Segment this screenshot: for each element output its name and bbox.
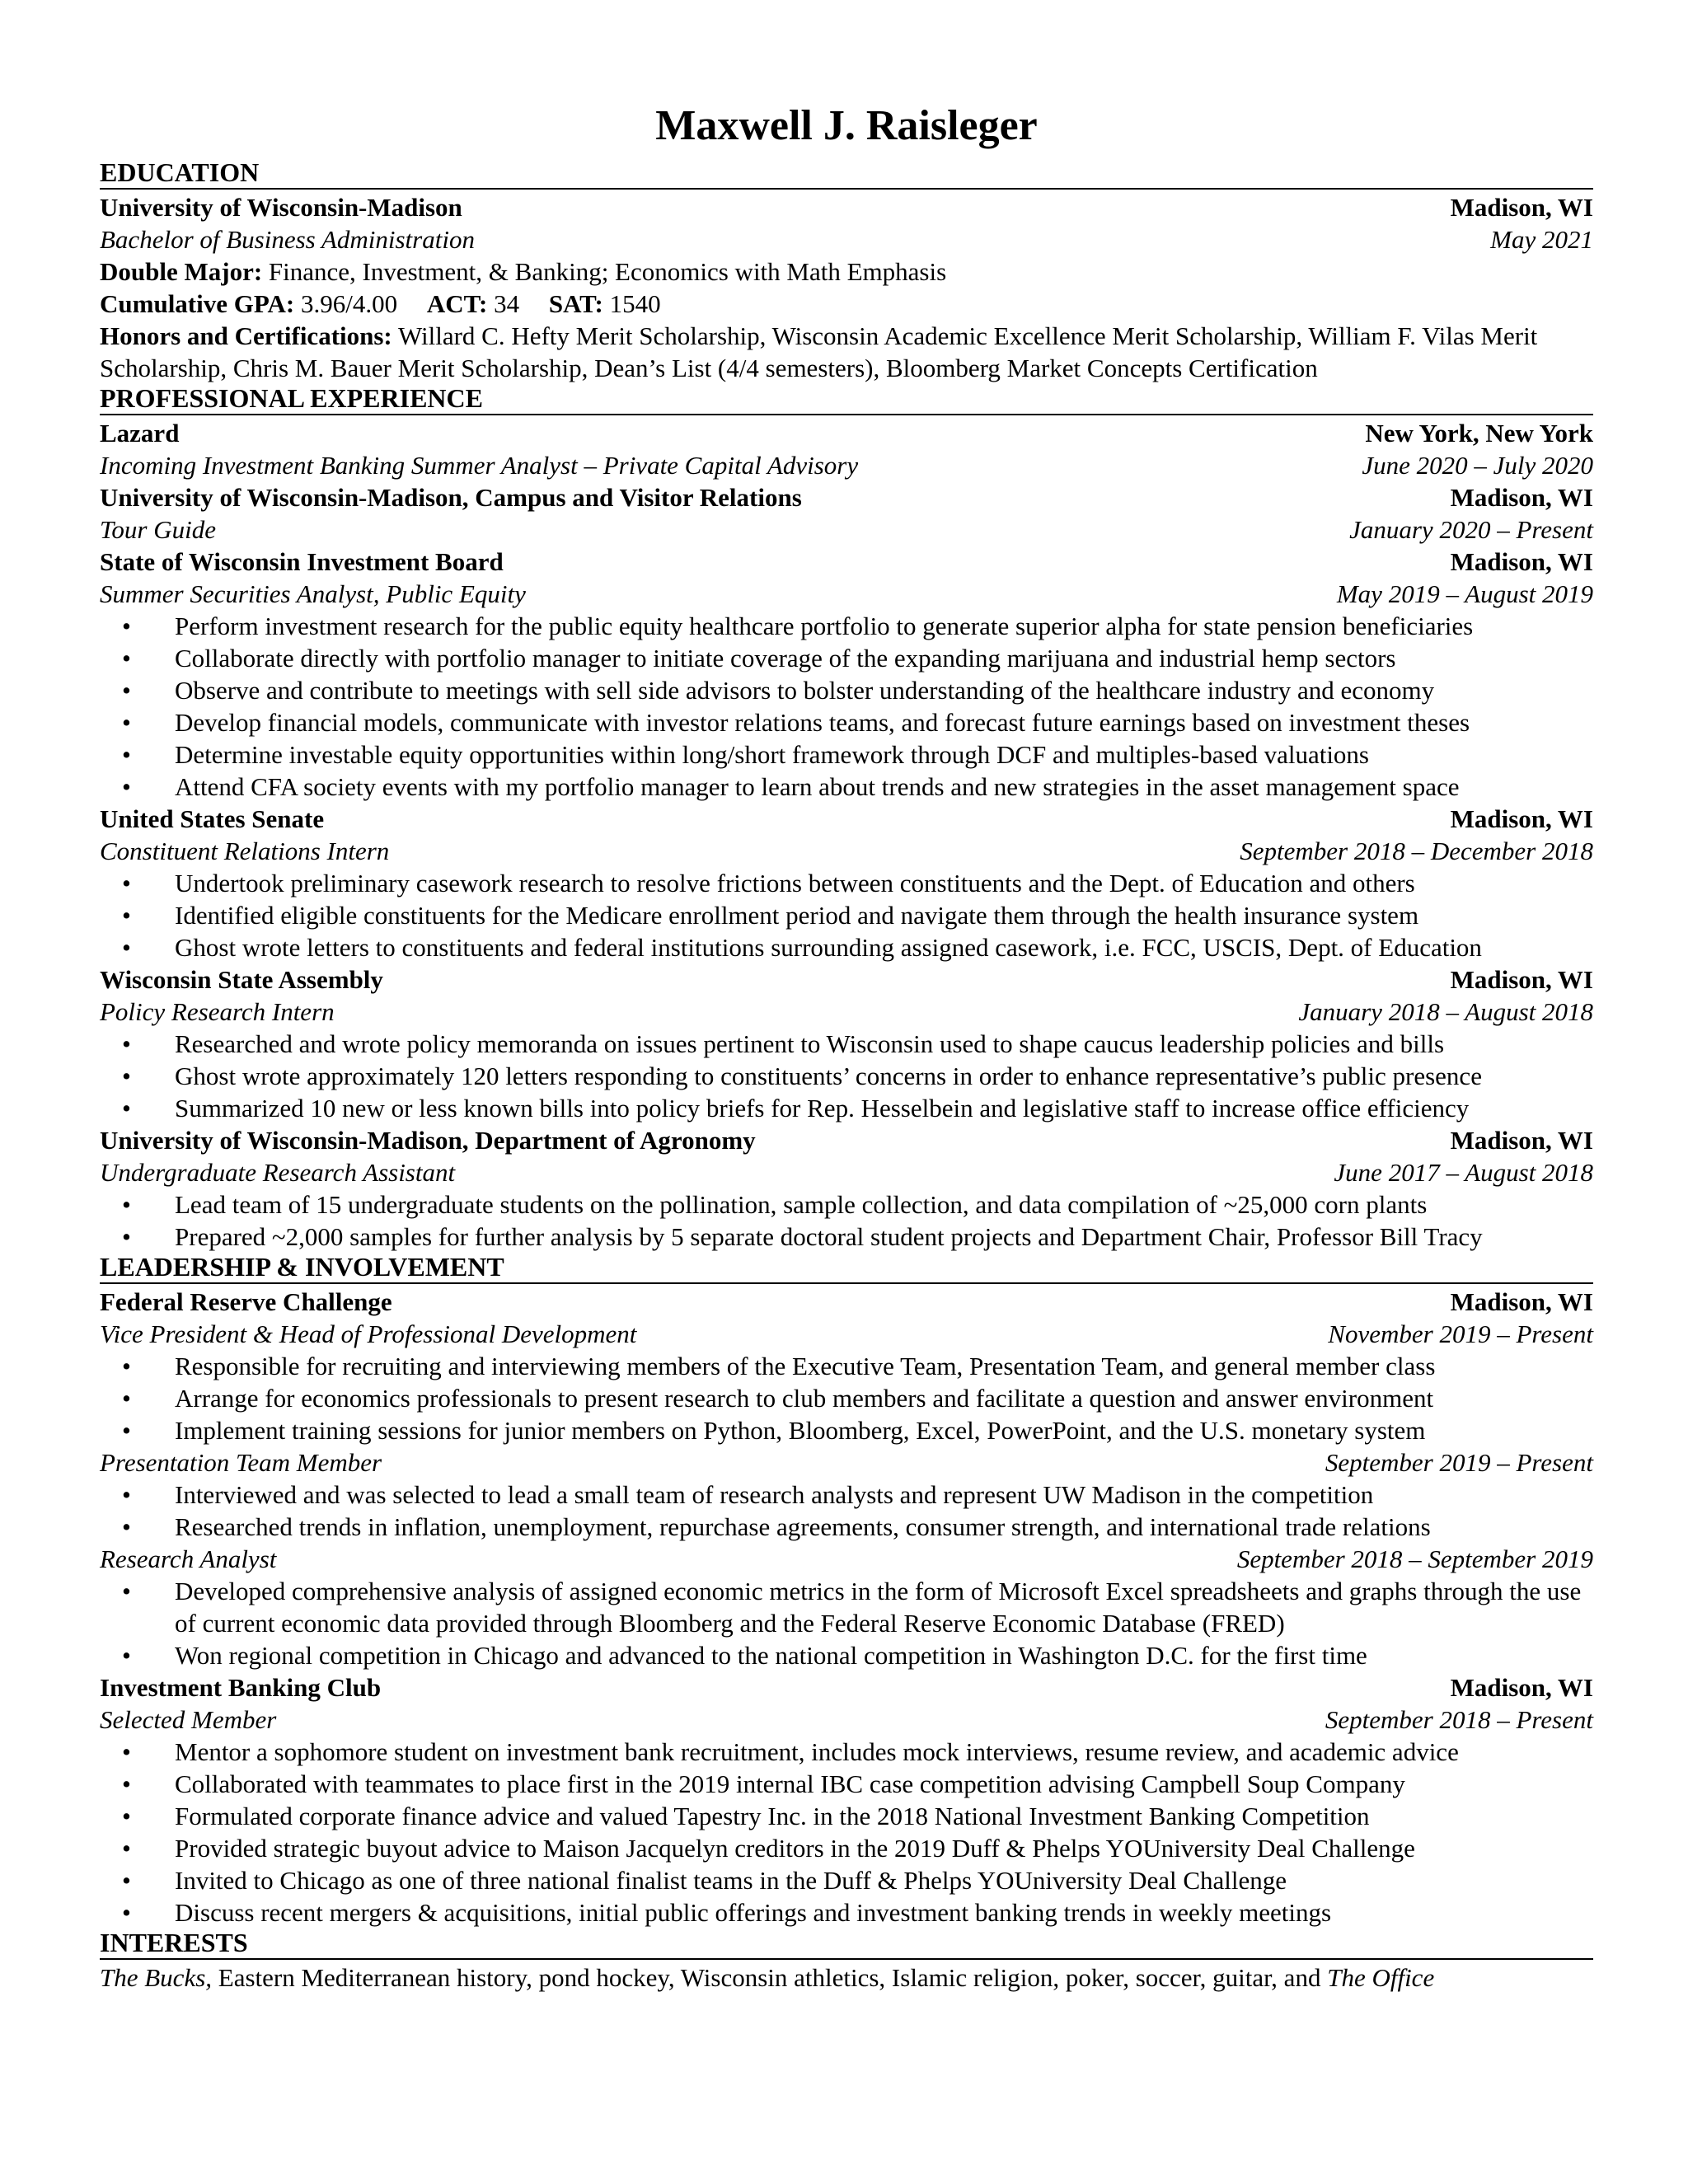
- bullet-item: [100, 1382, 1593, 1414]
- bullet-item: [100, 1768, 1593, 1800]
- bullet-dot: •: [122, 933, 131, 962]
- major-value: Finance, Investment, & Banking; Economics with Math Emphasis: [268, 257, 947, 286]
- job-org-row: [100, 803, 1593, 835]
- bullet-dot: •: [122, 1834, 131, 1863]
- job-location: Madison, WI: [1450, 965, 1593, 994]
- frc-role-row: [100, 1446, 1593, 1479]
- bullet-item: [100, 1350, 1593, 1382]
- bullet-item: [100, 1511, 1593, 1543]
- bullet-item: [100, 674, 1593, 706]
- job-org: State of Wisconsin Investment Board: [100, 547, 504, 576]
- bullet-dot: •: [122, 901, 131, 930]
- bullet-text: Identified eligible constituents for the Medicare enrollment period and navigate them through the health insurance system: [175, 901, 1419, 930]
- bullet-list: [100, 1575, 1593, 1671]
- candidate-name: Maxwell J. Raisleger: [655, 102, 1038, 149]
- experience-heading: PROFESSIONAL EXPERIENCE: [100, 384, 1593, 415]
- ibc-date: September 2018 – Present: [1325, 1705, 1593, 1734]
- bullet-dot: •: [122, 1062, 131, 1090]
- honors-value: Willard C. Hefty Merit Scholarship, Wisconsin Academic Excellence Merit Scholarship, William F. Vilas Merit Scholarship, Chris M. Bauer Merit Scholarship, Dean’s List (4/4 semesters), Bloomberg Market Concepts Certification: [100, 321, 1538, 382]
- frc-role-title: Research Analyst: [100, 1544, 277, 1573]
- bullet-dot: •: [122, 740, 131, 769]
- bullet-text: Discuss recent mergers & acquisitions, initial public offerings and investment banking trends in weekly meetings: [175, 1898, 1332, 1927]
- job-org-row: [100, 546, 1593, 578]
- bullet-text: Won regional competition in Chicago and advanced to the national competition in Washington D.C. for the first time: [175, 1641, 1367, 1670]
- interests-lead: The Bucks,: [100, 1963, 213, 1992]
- bullet-text: Summarized 10 new or less known bills into policy briefs for Rep. Hesselbein and legislative staff to increase office efficiency: [175, 1094, 1470, 1122]
- bullet-item: [100, 867, 1593, 899]
- job-date: January 2020 – Present: [1349, 515, 1593, 544]
- frc-role-date: November 2019 – Present: [1328, 1319, 1593, 1348]
- bullet-item: [100, 1800, 1593, 1832]
- resume-content: [100, 97, 1593, 1994]
- bullet-text: Responsible for recruiting and interviewing members of the Executive Team, Presentation Team, and general member class: [175, 1352, 1436, 1380]
- bullet-list: [100, 1479, 1593, 1543]
- act-value: 34: [494, 289, 520, 318]
- experience-list: [100, 417, 1593, 1253]
- job-date: June 2020 – July 2020: [1362, 451, 1593, 480]
- bullet-dot: •: [122, 1190, 131, 1219]
- ibc-org-row: [100, 1671, 1593, 1704]
- interests-text: [100, 1961, 1593, 1994]
- bullet-item: [100, 1188, 1593, 1221]
- bullet-text: Collaborate directly with portfolio manager to initiate coverage of the expanding marijuana and industrial hemp sectors: [175, 644, 1396, 673]
- education-degree-row: [100, 223, 1593, 255]
- bullet-item: [100, 1896, 1593, 1929]
- frc-location: Madison, WI: [1450, 1287, 1593, 1316]
- education-heading: EDUCATION: [100, 158, 1593, 190]
- bullet-item: [100, 610, 1593, 642]
- bullet-item: [100, 1414, 1593, 1446]
- bullet-list: [100, 1028, 1593, 1124]
- job-org: Lazard: [100, 419, 180, 448]
- job-location: Madison, WI: [1450, 804, 1593, 833]
- bullet-list: [100, 1350, 1593, 1446]
- bullet-text: Invited to Chicago as one of three national finalist teams in the Duff & Phelps YOUniversity Deal Challenge: [175, 1866, 1287, 1895]
- bullet-dot: •: [122, 1641, 131, 1670]
- frc-role-row: [100, 1318, 1593, 1350]
- bullet-item: [100, 899, 1593, 931]
- job-title-row: [100, 996, 1593, 1028]
- sat-label: SAT:: [548, 289, 603, 318]
- education-location: Madison, WI: [1450, 193, 1593, 222]
- job-org: United States Senate: [100, 804, 325, 833]
- bullet-dot: •: [122, 1737, 131, 1766]
- frc-roles: [100, 1318, 1593, 1671]
- major-label: Double Major:: [100, 257, 263, 286]
- bullet-text: Prepared ~2,000 samples for further analysis by 5 separate doctoral student projects and Department Chair, Professor Bill Tracy: [175, 1222, 1483, 1251]
- bullet-dot: •: [122, 1222, 131, 1251]
- frc-role-date: September 2019 – Present: [1325, 1448, 1593, 1477]
- bullet-dot: •: [122, 1512, 131, 1541]
- bullet-text: Ghost wrote approximately 120 letters responding to constituents’ concerns in order to enhance representative’s public presence: [175, 1062, 1482, 1090]
- ibc-org: Investment Banking Club: [100, 1673, 382, 1702]
- bullet-dot: •: [122, 1898, 131, 1927]
- gpa-value: 3.96/4.00: [300, 289, 398, 318]
- frc-role-title: Presentation Team Member: [100, 1448, 382, 1477]
- interests-heading: INTERESTS: [100, 1929, 1593, 1960]
- bullet-text: Develop financial models, communicate with investor relations teams, and forecast future earnings based on investment theses: [175, 708, 1470, 737]
- bullet-item: [100, 1736, 1593, 1768]
- interests-middle: Eastern Mediterranean history, pond hockey, Wisconsin athletics, Islamic religion, poker, soccer, guitar, and: [212, 1963, 1328, 1992]
- bullet-item: [100, 1832, 1593, 1864]
- ibc-bullets: [100, 1736, 1593, 1929]
- job-org: University of Wisconsin-Madison, Campus and Visitor Relations: [100, 483, 802, 512]
- job-location: Madison, WI: [1450, 1126, 1593, 1155]
- bullet-item: [100, 706, 1593, 738]
- bullet-list: [100, 610, 1593, 803]
- frc-org: Federal Reserve Challenge: [100, 1287, 392, 1316]
- job-date: September 2018 – December 2018: [1240, 837, 1593, 865]
- job-title: Incoming Investment Banking Summer Analyst – Private Capital Advisory: [100, 451, 859, 480]
- bullet-dot: •: [122, 1029, 131, 1058]
- bullet-item: [100, 771, 1593, 803]
- education-school: University of Wisconsin-Madison: [100, 193, 462, 222]
- gpa-label: Cumulative GPA:: [100, 289, 295, 318]
- job-title-row: [100, 1156, 1593, 1188]
- bullet-text: Researched trends in inflation, unemployment, repurchase agreements, consumer strength, and international trade relations: [175, 1512, 1431, 1541]
- job-date: May 2019 – August 2019: [1336, 579, 1593, 608]
- job-org: University of Wisconsin-Madison, Department of Agronomy: [100, 1126, 756, 1155]
- bullet-item: [100, 1575, 1593, 1639]
- job-title: Policy Research Intern: [100, 997, 335, 1026]
- bullet-text: Undertook preliminary casework research to resolve frictions between constituents and the Dept. of Education and others: [175, 869, 1415, 898]
- bullet-text: Implement training sessions for junior members on Python, Bloomberg, Excel, PowerPoint, and the U.S. monetary system: [175, 1416, 1426, 1445]
- bullet-text: Mentor a sophomore student on investment bank recruitment, includes mock interviews, resume review, and academic advice: [175, 1737, 1459, 1766]
- bullet-dot: •: [122, 869, 131, 898]
- job-title-row: [100, 578, 1593, 610]
- bullet-dot: •: [122, 1094, 131, 1122]
- bullet-dot: •: [122, 676, 131, 705]
- ibc-title: Selected Member: [100, 1705, 277, 1734]
- interests-end: The Office: [1327, 1963, 1435, 1992]
- bullet-item: [100, 1092, 1593, 1124]
- honors-label: Honors and Certifications:: [100, 321, 392, 350]
- education-major: [100, 255, 1593, 288]
- bullet-item: [100, 738, 1593, 771]
- bullet-dot: •: [122, 772, 131, 801]
- bullet-text: Attend CFA society events with my portfolio manager to learn about trends and new strategies in the asset management space: [175, 772, 1460, 801]
- bullet-text: Arrange for economics professionals to present research to club members and facilitate a question and answer environment: [175, 1384, 1434, 1413]
- education-degree: Bachelor of Business Administration: [100, 225, 475, 254]
- bullet-dot: •: [122, 1352, 131, 1380]
- leadership-heading: LEADERSHIP & INVOLVEMENT: [100, 1253, 1593, 1284]
- bullet-dot: •: [122, 1769, 131, 1798]
- bullet-item: [100, 1221, 1593, 1253]
- bullet-dot: •: [122, 1416, 131, 1445]
- bullet-dot: •: [122, 1866, 131, 1895]
- education-scores: [100, 288, 1593, 320]
- bullet-dot: •: [122, 708, 131, 737]
- education-date: May 2021: [1490, 225, 1593, 254]
- job-title: Tour Guide: [100, 515, 216, 544]
- bullet-dot: •: [122, 1577, 131, 1605]
- bullet-item: [100, 1864, 1593, 1896]
- job-org-row: [100, 417, 1593, 449]
- bullet-list: [100, 1188, 1593, 1253]
- bullet-text: Formulated corporate finance advice and valued Tapestry Inc. in the 2018 National Investment Banking Competition: [175, 1802, 1370, 1830]
- job-org: Wisconsin State Assembly: [100, 965, 383, 994]
- bullet-text: Interviewed and was selected to lead a small team of research analysts and represent UW Madison in the competition: [175, 1480, 1374, 1509]
- job-date: January 2018 – August 2018: [1298, 997, 1593, 1026]
- ibc-location: Madison, WI: [1450, 1673, 1593, 1702]
- bullet-item: [100, 931, 1593, 963]
- education-school-row: [100, 191, 1593, 223]
- job-location: Madison, WI: [1450, 547, 1593, 576]
- bullet-text: Lead team of 15 undergraduate students on the pollination, sample collection, and data compilation of ~25,000 corn plants: [175, 1190, 1428, 1219]
- job-org-row: [100, 1124, 1593, 1156]
- ibc-title-row: [100, 1704, 1593, 1736]
- frc-org-row: [100, 1286, 1593, 1318]
- job-title: Summer Securities Analyst, Public Equity: [100, 579, 526, 608]
- bullet-text: Perform investment research for the public equity healthcare portfolio to generate superior alpha for state pension beneficiaries: [175, 612, 1474, 640]
- bullet-item: [100, 1028, 1593, 1060]
- bullet-dot: •: [122, 1480, 131, 1509]
- bullet-dot: •: [122, 1384, 131, 1413]
- bullet-item: [100, 1479, 1593, 1511]
- job-title-row: [100, 835, 1593, 867]
- job-title-row: [100, 449, 1593, 481]
- job-title: Undergraduate Research Assistant: [100, 1158, 456, 1187]
- bullet-text: Observe and contribute to meetings with sell side advisors to bolster understanding of the healthcare industry and economy: [175, 676, 1435, 705]
- bullet-text: Researched and wrote policy memoranda on issues pertinent to Wisconsin used to shape caucus leadership policies and bills: [175, 1029, 1445, 1058]
- bullet-dot: •: [122, 1802, 131, 1830]
- sat-value: 1540: [609, 289, 661, 318]
- job-location: Madison, WI: [1450, 483, 1593, 512]
- bullet-item: [100, 1060, 1593, 1092]
- job-title-row: [100, 513, 1593, 546]
- bullet-dot: •: [122, 644, 131, 673]
- bullet-text: Ghost wrote letters to constituents and federal institutions surrounding assigned casework, i.e. FCC, USCIS, Dept. of Education: [175, 933, 1482, 962]
- bullet-text: Determine investable equity opportunities within long/short framework through DCF and multiples-based valuations: [175, 740, 1369, 769]
- frc-role-title: Vice President & Head of Professional Development: [100, 1319, 637, 1348]
- bullet-text: Provided strategic buyout advice to Maison Jacquelyn creditors in the 2019 Duff & Phelps YOUniversity Deal Challenge: [175, 1834, 1415, 1863]
- bullet-item: [100, 642, 1593, 674]
- job-title: Constituent Relations Intern: [100, 837, 390, 865]
- bullet-text: Developed comprehensive analysis of assigned economic metrics in the form of Microsoft Excel spreadsheets and graphs through the use of current economic data provided through Bloomberg and the Federal Reserve Economic Database (FRED): [175, 1577, 1582, 1638]
- frc-role-date: September 2018 – September 2019: [1236, 1544, 1593, 1573]
- job-location: New York, New York: [1365, 419, 1593, 448]
- job-org-row: [100, 481, 1593, 513]
- education-honors: [100, 320, 1593, 384]
- bullet-item: [100, 1639, 1593, 1671]
- bullet-list: [100, 867, 1593, 963]
- bullet-text: Collaborated with teammates to place first in the 2019 internal IBC case competition advising Campbell Soup Company: [175, 1769, 1405, 1798]
- frc-role-row: [100, 1543, 1593, 1575]
- job-org-row: [100, 963, 1593, 996]
- bullet-dot: •: [122, 612, 131, 640]
- act-label: ACT:: [426, 289, 488, 318]
- job-date: June 2017 – August 2018: [1334, 1158, 1593, 1187]
